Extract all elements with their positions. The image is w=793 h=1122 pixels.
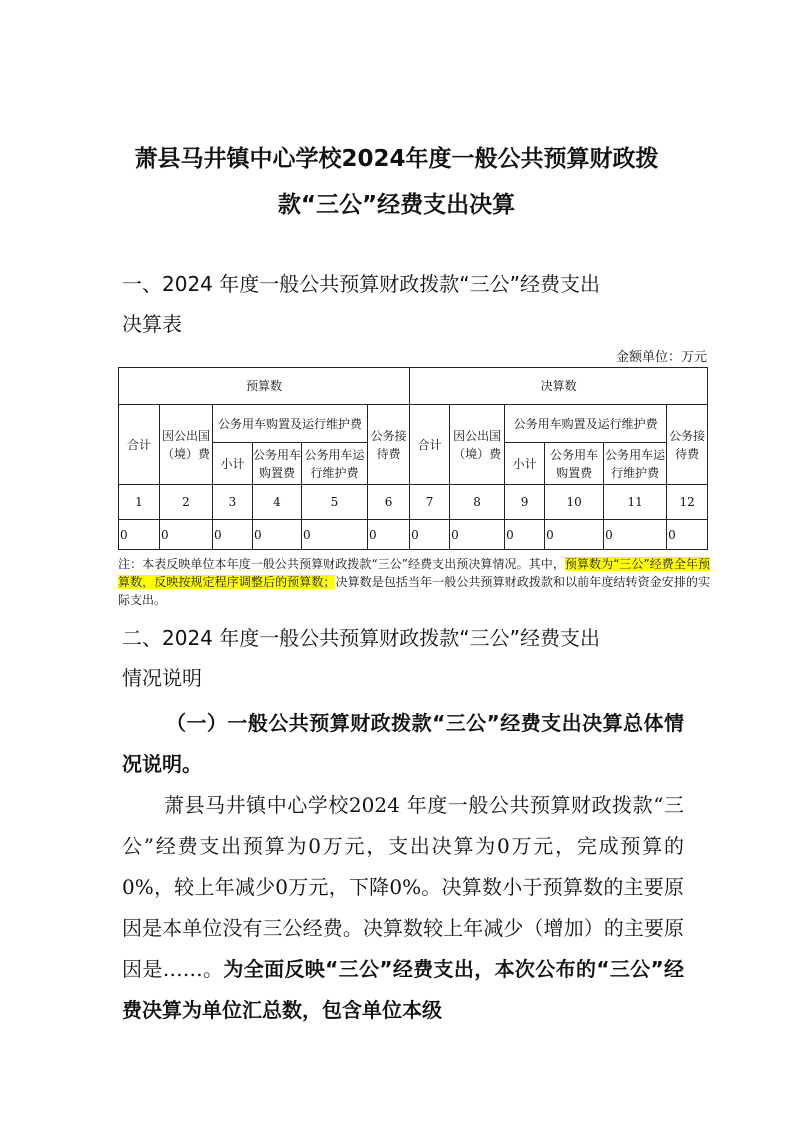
budget-total-header: 合计	[119, 405, 160, 485]
section1-heading-line2: 决算表	[122, 312, 182, 336]
budget-vehicle-buy-l1: 公务用车	[253, 447, 302, 462]
col-number: 5	[302, 485, 368, 520]
budget-reception-l2: 待费	[376, 446, 401, 461]
document-title-line2: 款“三公”经费支出决算	[277, 192, 516, 218]
final-subtotal-header: 小计	[505, 443, 545, 485]
col-number: 4	[253, 485, 302, 520]
col-number: 7	[410, 485, 450, 520]
note-part3: 决算数是包括当年一般公共预算财政拨款和以前年度结转资金安排的实际支出。	[118, 575, 710, 607]
value-cell: 0	[604, 520, 667, 550]
budget-abroad-header	[160, 405, 213, 485]
table-note	[118, 555, 710, 609]
value-cell: 0	[368, 520, 410, 550]
body-text-bold: 为全面反映“三公”经费支出，本次公布的“三公”经费决算为单位汇总数，包含单位本级	[122, 957, 685, 1022]
budget-vehicle-run-header	[302, 443, 368, 485]
budget-abroad-l1: 因公出国	[161, 428, 210, 443]
subsection1-heading: （一）一般公共预算财政拨款“三公”经费支出决算总体情况说明。	[122, 711, 684, 776]
final-abroad-l2: （境）费	[453, 446, 502, 461]
value-cell: 0	[410, 520, 450, 550]
value-cell: 0	[253, 520, 302, 550]
budget-subtotal-header: 小计	[213, 443, 253, 485]
three-public-expenses-table	[118, 367, 708, 550]
budget-vehicle-buy-header	[253, 443, 302, 485]
budget-vehicle-group-header: 公务用车购置及运行维护费	[213, 405, 368, 443]
budget-header: 预算数	[119, 368, 410, 405]
body-text: 萧县马井镇中心学校2024 年度一般公共预算财政拨款“三公”经费支出预算为0万元，支出决算为0万元，完成预算的0%，较上年减少0万元，下降0%。决算数小于预算数的主要原因是本单位没有三公经费。决算数较上年减少（增加）的主要原因是……。	[122, 793, 684, 981]
section1-heading	[122, 264, 682, 344]
value-cell: 0	[302, 520, 368, 550]
budget-reception-header	[368, 405, 410, 485]
budget-reception-l1: 公务接	[370, 428, 407, 443]
budget-vehicle-run-l1: 公务用车运	[304, 447, 365, 462]
value-cell: 0	[160, 520, 213, 550]
col-number: 10	[545, 485, 604, 520]
value-cell: 0	[667, 520, 708, 550]
col-number: 9	[505, 485, 545, 520]
final-abroad-l1: 因公出国	[453, 428, 502, 443]
note-part1: 注：本表反映单位本年度一般公共预算财政拨款“三公”经费支出预决算情况。其中，	[118, 557, 565, 571]
final-vehicle-run-l1: 公务用车运	[605, 447, 666, 462]
value-cell: 0	[119, 520, 160, 550]
final-vehicle-buy-header	[545, 443, 604, 485]
amount-unit: 金额单位：万元	[615, 350, 707, 365]
section1-heading-line1: 一、2024 年度一般公共预算财政拨款“三公”经费支出	[122, 272, 600, 296]
col-number: 6	[368, 485, 410, 520]
budget-abroad-l2: （境）费	[161, 446, 210, 461]
value-cell: 0	[505, 520, 545, 550]
column-number-row	[119, 485, 708, 520]
final-reception-l2: 待费	[675, 446, 700, 461]
value-cell: 0	[545, 520, 604, 550]
budget-vehicle-buy-l2: 购置费	[258, 465, 295, 480]
final-reception-l1: 公务接	[669, 428, 706, 443]
section2-heading-line1: 二、2024 年度一般公共预算财政拨款“三公”经费支出	[122, 626, 600, 650]
value-cell: 0	[213, 520, 253, 550]
col-number: 12	[667, 485, 708, 520]
value-row	[119, 520, 708, 550]
col-number: 3	[213, 485, 253, 520]
section2-heading	[122, 618, 682, 698]
col-number: 1	[119, 485, 160, 520]
col-number: 8	[450, 485, 505, 520]
final-vehicle-buy-l2: 购置费	[556, 465, 593, 480]
col-number: 2	[160, 485, 213, 520]
budget-vehicle-run-l2: 行维护费	[310, 465, 359, 480]
final-header: 决算数	[410, 368, 708, 405]
col-number: 11	[604, 485, 667, 520]
final-reception-header	[667, 405, 708, 485]
final-vehicle-run-header	[604, 443, 667, 485]
note-highlight: 预算数为“三公”经费全年预算数，反映按规定程序调整后的预算数；	[118, 557, 710, 589]
document-title-line1: 萧县马井镇中心学校2024年度一般公共预算财政拨	[134, 146, 659, 172]
final-vehicle-group-header: 公务用车购置及运行维护费	[505, 405, 667, 443]
final-vehicle-run-l2: 行维护费	[611, 465, 660, 480]
final-vehicle-buy-l1: 公务用车	[550, 447, 599, 462]
document-title	[100, 136, 693, 228]
body-paragraph	[122, 785, 684, 1031]
final-abroad-header	[450, 405, 505, 485]
section2-heading-line2: 情况说明	[122, 666, 202, 690]
value-cell: 0	[450, 520, 505, 550]
final-total-header: 合计	[410, 405, 450, 485]
